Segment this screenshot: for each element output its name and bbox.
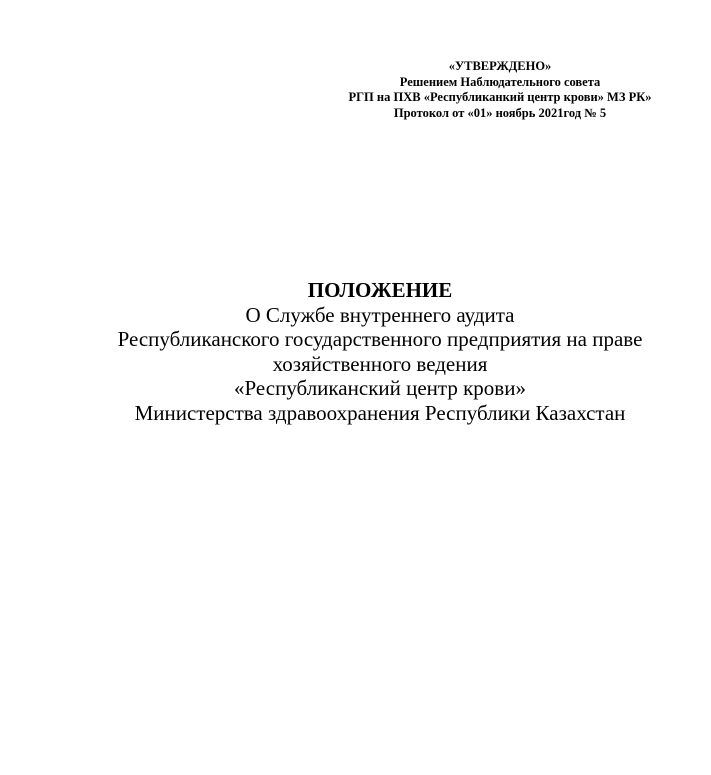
document-heading: ПОЛОЖЕНИЕ [307,278,453,302]
approval-stamp [320,59,680,121]
approval-label: «УТВЕРЖДЕНО» [448,59,552,73]
document-title-line-3: «Республиканский центр крови» [234,376,526,400]
document-title-line-1: Республиканского государственного предприятия на праве [117,327,643,351]
document-title-line-2: хозяйственного ведения [272,351,488,376]
document-title-block [40,278,711,425]
approval-decision: Решением Наблюдательного совета [399,74,601,89]
approval-protocol: Протокол от «01» ноябрь 2021год № 5 [393,105,607,120]
approval-organization: РГП на ПХВ «Республиканкий центр крови» МЗ РК» [348,90,652,104]
document-title-line-4: Министерства здравоохранения Республики Казахстан [134,400,626,425]
document-subtitle: О Службе внутреннего аудита [245,302,515,327]
